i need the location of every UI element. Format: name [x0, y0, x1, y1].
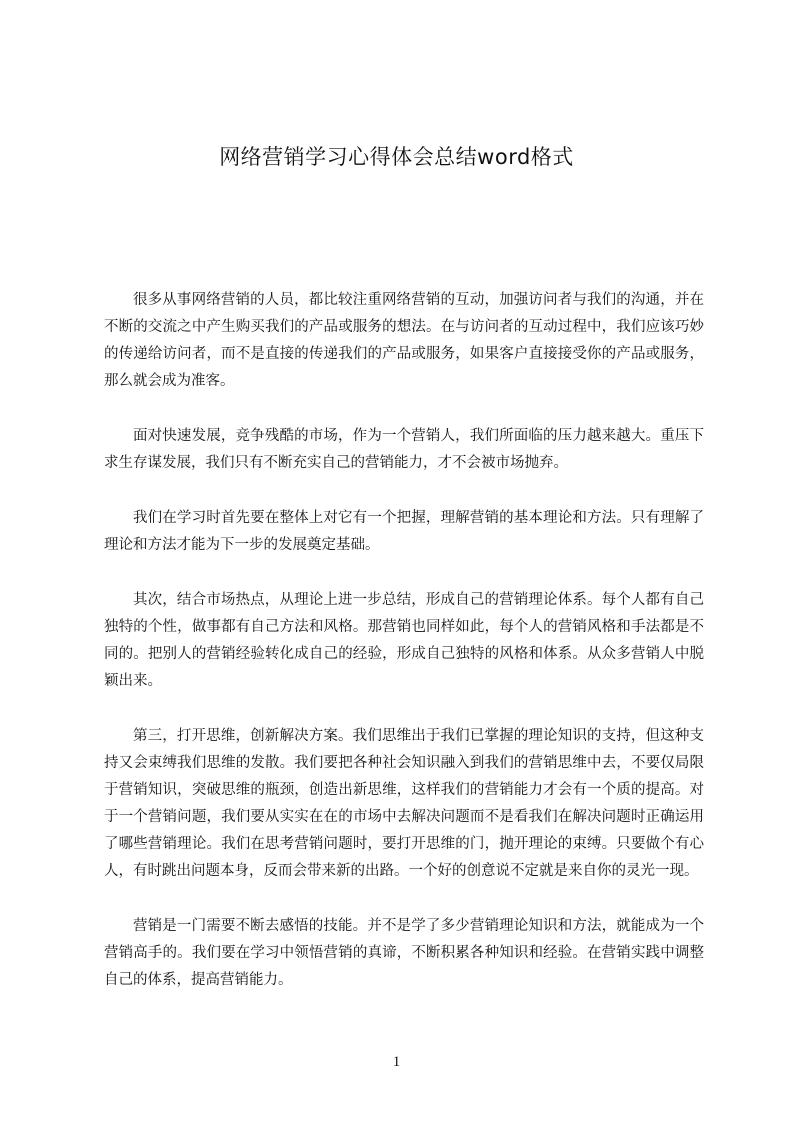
paragraph-5: 第三，打开思维，创新解决方案。我们思维出于我们已掌握的理论知识的支持，但这种支持又会束缚我们思维的发散。我们要把各种社会知识融入到我们的营销思维中去，不要仅局限于营销知识，突破思维的瓶颈，创造出新思维，这样我们的营销能力才会有一个质的提高。对于一个营销问题，我们要从实实在在的市场中去解决问题而不是看我们在解决问题时正确运用了哪些营销理论。我们在思考营销问题时，要打开思维的门，抛开理论的束缚。只要做个有心人，有时跳出问题本身，反而会带来新的出路。一个好的创意说不定就是来自你的灵光一现。: [104, 728, 704, 879]
paragraph-4: 其次，结合市场热点，从理论上进一步总结，形成自己的营销理论体系。每个人都有自己独特的个性，做事都有自己方法和风格。那营销也同样如此，每个人的营销风格和手法都是不同的。把别人的营销经验转化成自己的经验，形成自己独特的风格和体系。从众多营销人中脱颖出来。: [104, 592, 704, 689]
document-title: 网络营销学习心得体会总结word格式: [219, 145, 574, 169]
paragraph-2: 面对快速发展，竞争残酷的市场，作为一个营销人，我们所面临的压力越来越大。重压下求生存谋发展，我们只有不断充实自己的营销能力，才不会被市场抛弃。: [104, 428, 704, 471]
page-number: 1: [392, 1054, 401, 1070]
document-body: [104, 287, 704, 1022]
paragraph-6: 营销是一门需要不断去感悟的技能。并不是学了多少营销理论知识和方法，就能成为一个营销高手的。我们要在学习中领悟营销的真谛，不断积累各种知识和经验。在营销实践中调整自己的体系，提高营销能力。: [104, 918, 704, 988]
paragraph-1: 很多从事网络营销的人员，都比较注重网络营销的互动，加强访问者与我们的沟通，并在不断的交流之中产生购买我们的产品或服务的想法。在与访问者的互动过程中，我们应该巧妙的传递给访问者，而不是直接的传递我们的产品或服务，如果客户直接接受你的产品或服务，那么就会成为准客。: [104, 292, 704, 389]
paragraph-3: 我们在学习时首先要在整体上对它有一个把握，理解营销的基本理论和方法。只有理解了理论和方法才能为下一步的发展奠定基础。: [104, 510, 704, 553]
